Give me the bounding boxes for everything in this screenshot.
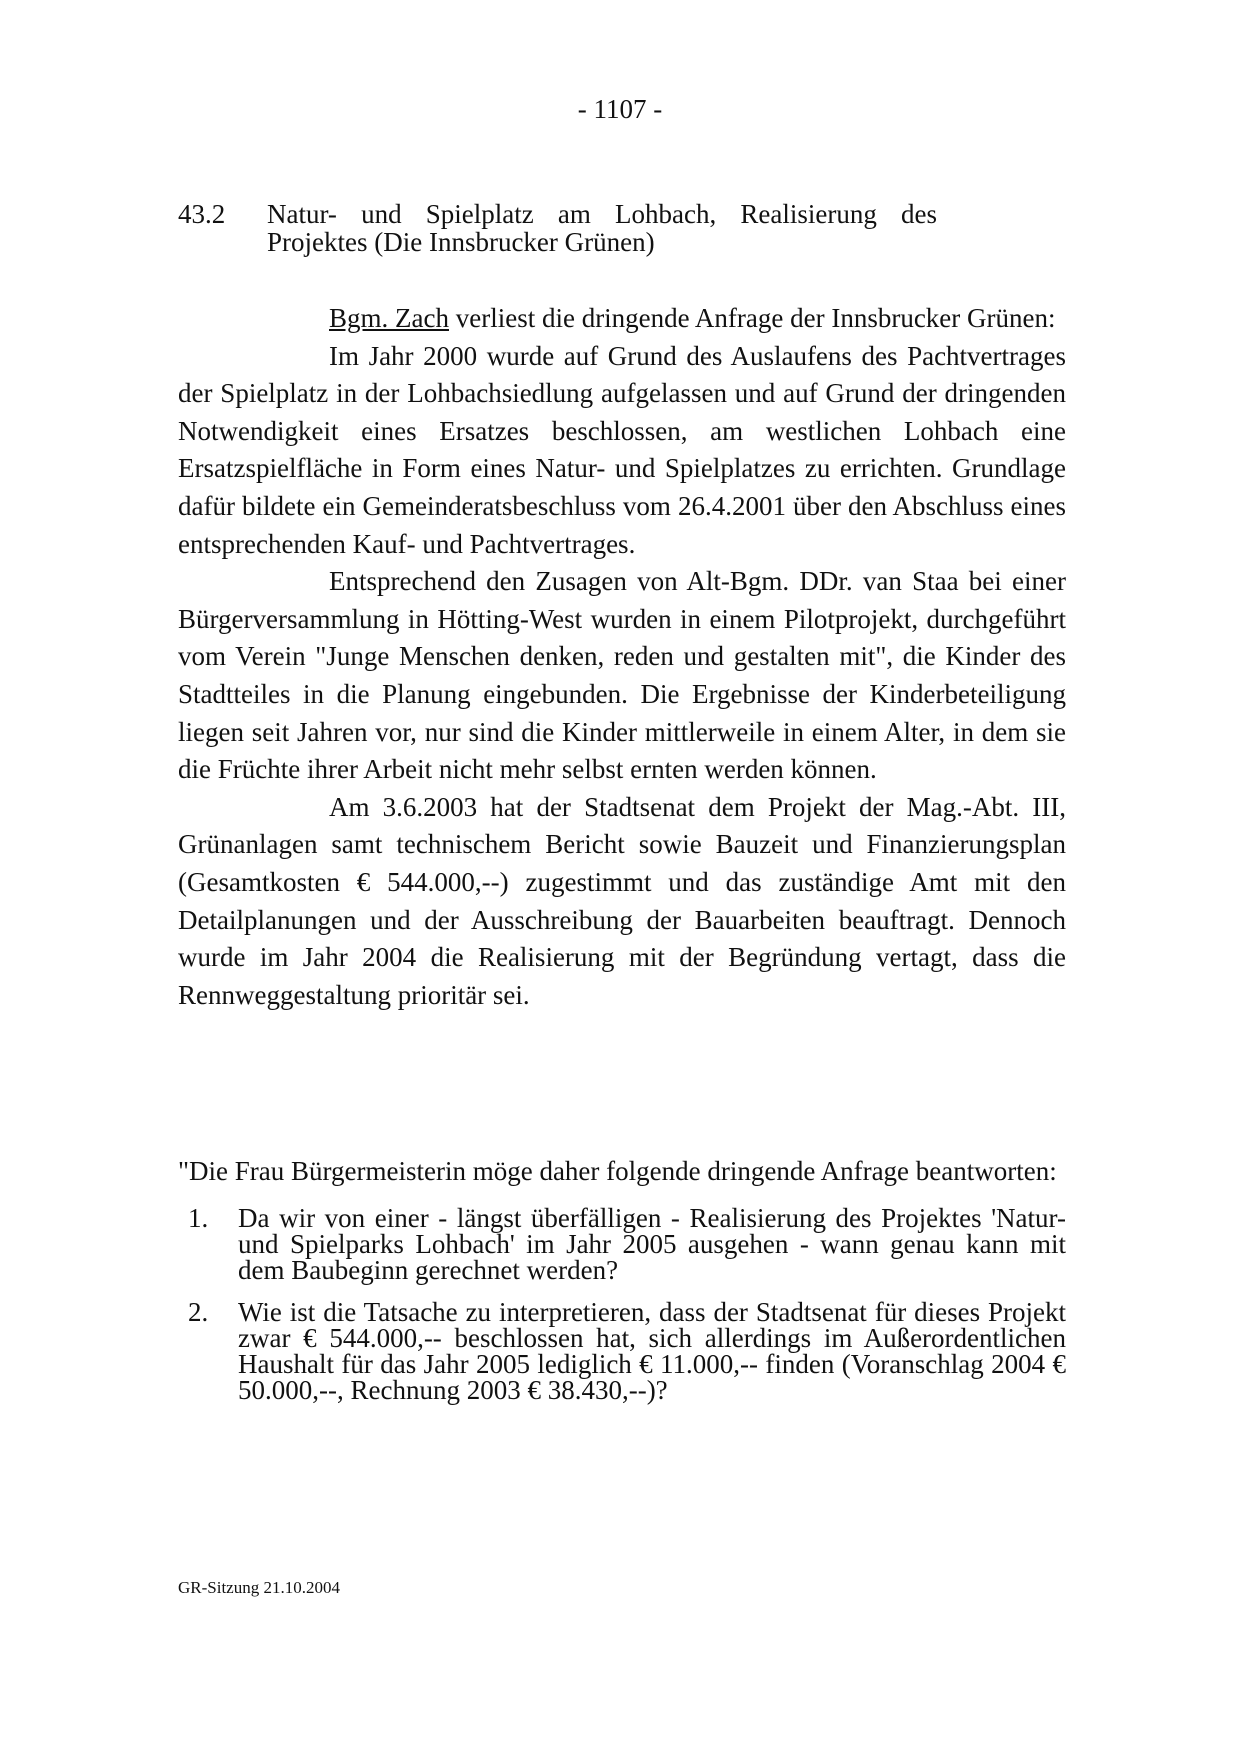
section-title: Natur- und Spielplatz am Lohbach, Realisierung des Projektes (Die Innsbrucker Grünen): [267, 199, 937, 257]
intro-text: verliest die dringende Anfrage der Innsbrucker Grünen:: [448, 303, 1056, 333]
footer-session-date: GR-Sitzung 21.10.2004: [178, 1578, 340, 1597]
body-text: [178, 300, 1066, 1014]
paragraph-2: Entsprechend den Zusagen von Alt-Bgm. DDr. van Staa bei einer Bürgerversammlung in Hötting-West wurden in einem Pilotprojekt, durchgeführt vom Verein "Junge Menschen denken, reden und gestalten mit", die Kinder des Stadtteiles in die Planung eingebunden. Die Ergebnisse der Kinderbeteiligung liegen seit Jahren vor, nur sind die Kinder mittlerweile in einem Alter, in dem sie die Früchte ihrer Arbeit nicht mehr selbst ernten werden können.: [178, 566, 1066, 785]
question-number: 1.: [188, 1203, 209, 1233]
paragraph-3: Am 3.6.2003 hat der Stadtsenat dem Projekt der Mag.-Abt. III, Grünanlagen samt technischem Bericht sowie Bauzeit und Finanzierungsplan (Gesamtkosten € 544.000,--) zugestimmt und das zuständige Amt mit den Detailplanungen und der Ausschreibung der Bauarbeiten beauftragt. Dennoch wurde im Jahr 2004 die Realisierung mit der Begründung vertagt, dass die Rennweggestaltung prioritär sei.: [178, 791, 1066, 1010]
question-number: 2.: [188, 1297, 209, 1327]
section-number: 43.2: [178, 199, 226, 229]
page-number: - 1107 -: [577, 94, 663, 124]
intro-paragraph: [178, 300, 1066, 338]
speaker-name: Bgm. Zach: [329, 303, 449, 333]
question-block: [178, 1158, 1066, 1419]
question-list: [178, 1205, 1066, 1403]
question-item: [178, 1205, 1066, 1283]
question-text: Da wir von einer - längst überfälligen - Realisierung des Projektes 'Natur- und Spielparks Lohbach' im Jahr 2005 ausgehen - wann genau kann mit dem Baubeginn gerechnet werden?: [238, 1203, 1066, 1285]
paragraph-1: Im Jahr 2000 wurde auf Grund des Auslaufens des Pachtvertrages der Spielplatz in der Lohbachsiedlung aufgelassen und auf Grund der dringenden Notwendigkeit eines Ersatzes beschlossen, am westlichen Lohbach eine Ersatzspielfläche in Form eines Natur- und Spielplatzes zu errichten. Grundlage dafür bildete ein Gemeinderatsbeschluss vom 26.4.2001 über den Abschluss eines entsprechenden Kauf- und Pachtvertrages.: [178, 340, 1066, 559]
question-text: Wie ist die Tatsache zu interpretieren, dass der Stadtsenat für dieses Projekt zwar € 544.000,-- beschlossen hat, sich allerdings im Außerordentlichen Haushalt für das Jahr 2005 lediglich € 11.000,-- finden (Voranschlag 2004 € 50.000,--, Rechnung 2003 € 38.430,--)?: [238, 1297, 1066, 1405]
question-item: [178, 1299, 1066, 1403]
question-intro: "Die Frau Bürgermeisterin möge daher folgende dringende Anfrage beantworten:: [178, 1156, 1057, 1186]
